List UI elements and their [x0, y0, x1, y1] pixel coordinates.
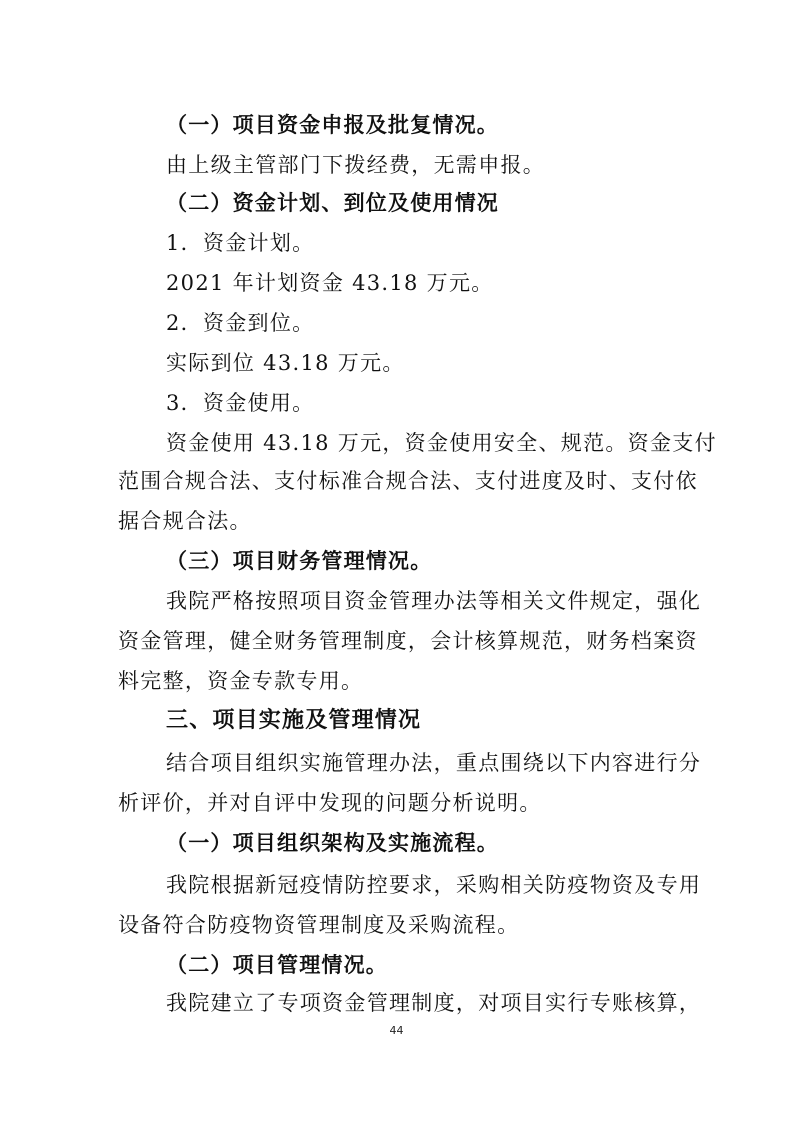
- section-3-title: （三）项目财务管理情况。: [166, 549, 433, 573]
- section-2-title: （二）资金计划、到位及使用情况: [166, 191, 499, 215]
- chapter-3-line-1: 结合项目组织实施管理办法，重点围绕以下内容进行分: [166, 751, 702, 775]
- section-1-paragraph: 由上级主管部门下拨经费，无需申报。: [166, 153, 546, 177]
- item-2-heading: 2．资金到位。: [166, 311, 315, 335]
- item-3-line-1: 资金使用 43.18 万元，资金使用安全、规范。资金支付: [166, 431, 717, 455]
- section-3-line-3: 料完整，资金专款专用。: [118, 669, 364, 693]
- section-3-line-1: 我院严格按照项目资金管理办法等相关文件规定，强化: [166, 589, 702, 613]
- item-3-line-2: 范围合规合法、支付标准合规合法、支付进度及时、支付依: [118, 469, 698, 493]
- item-3-line-3: 据合规合法。: [118, 509, 252, 533]
- chapter-3-line-2: 析评价，并对自评中发现的问题分析说明。: [118, 791, 542, 815]
- item-3-heading: 3．资金使用。: [166, 391, 315, 415]
- item-1-heading: 1．资金计划。: [166, 231, 315, 255]
- chapter-3-section-2-line-1: 我院建立了专项资金管理制度，对项目实行专账核算，: [166, 991, 702, 1015]
- section-1-title: （一）项目资金申报及批复情况。: [166, 113, 499, 137]
- chapter-3-section-2-title: （二）项目管理情况。: [166, 953, 388, 977]
- item-1-text: 2021 年计划资金 43.18 万元。: [166, 271, 494, 295]
- chapter-3-heading: 三、项目实施及管理情况: [166, 708, 422, 733]
- chapter-3-section-1-line-2: 设备符合防疫物资管理制度及采购流程。: [118, 913, 520, 937]
- item-2-text: 实际到位 43.18 万元。: [166, 351, 405, 375]
- section-3-line-2: 资金管理，健全财务管理制度，会计核算规范，财务档案资: [118, 629, 698, 653]
- chapter-3-section-1-title: （一）项目组织架构及实施流程。: [166, 831, 499, 855]
- chapter-3-section-1-line-1: 我院根据新冠疫情防控要求，采购相关防疫物资及专用: [166, 873, 702, 897]
- page-number: 44: [389, 1024, 404, 1037]
